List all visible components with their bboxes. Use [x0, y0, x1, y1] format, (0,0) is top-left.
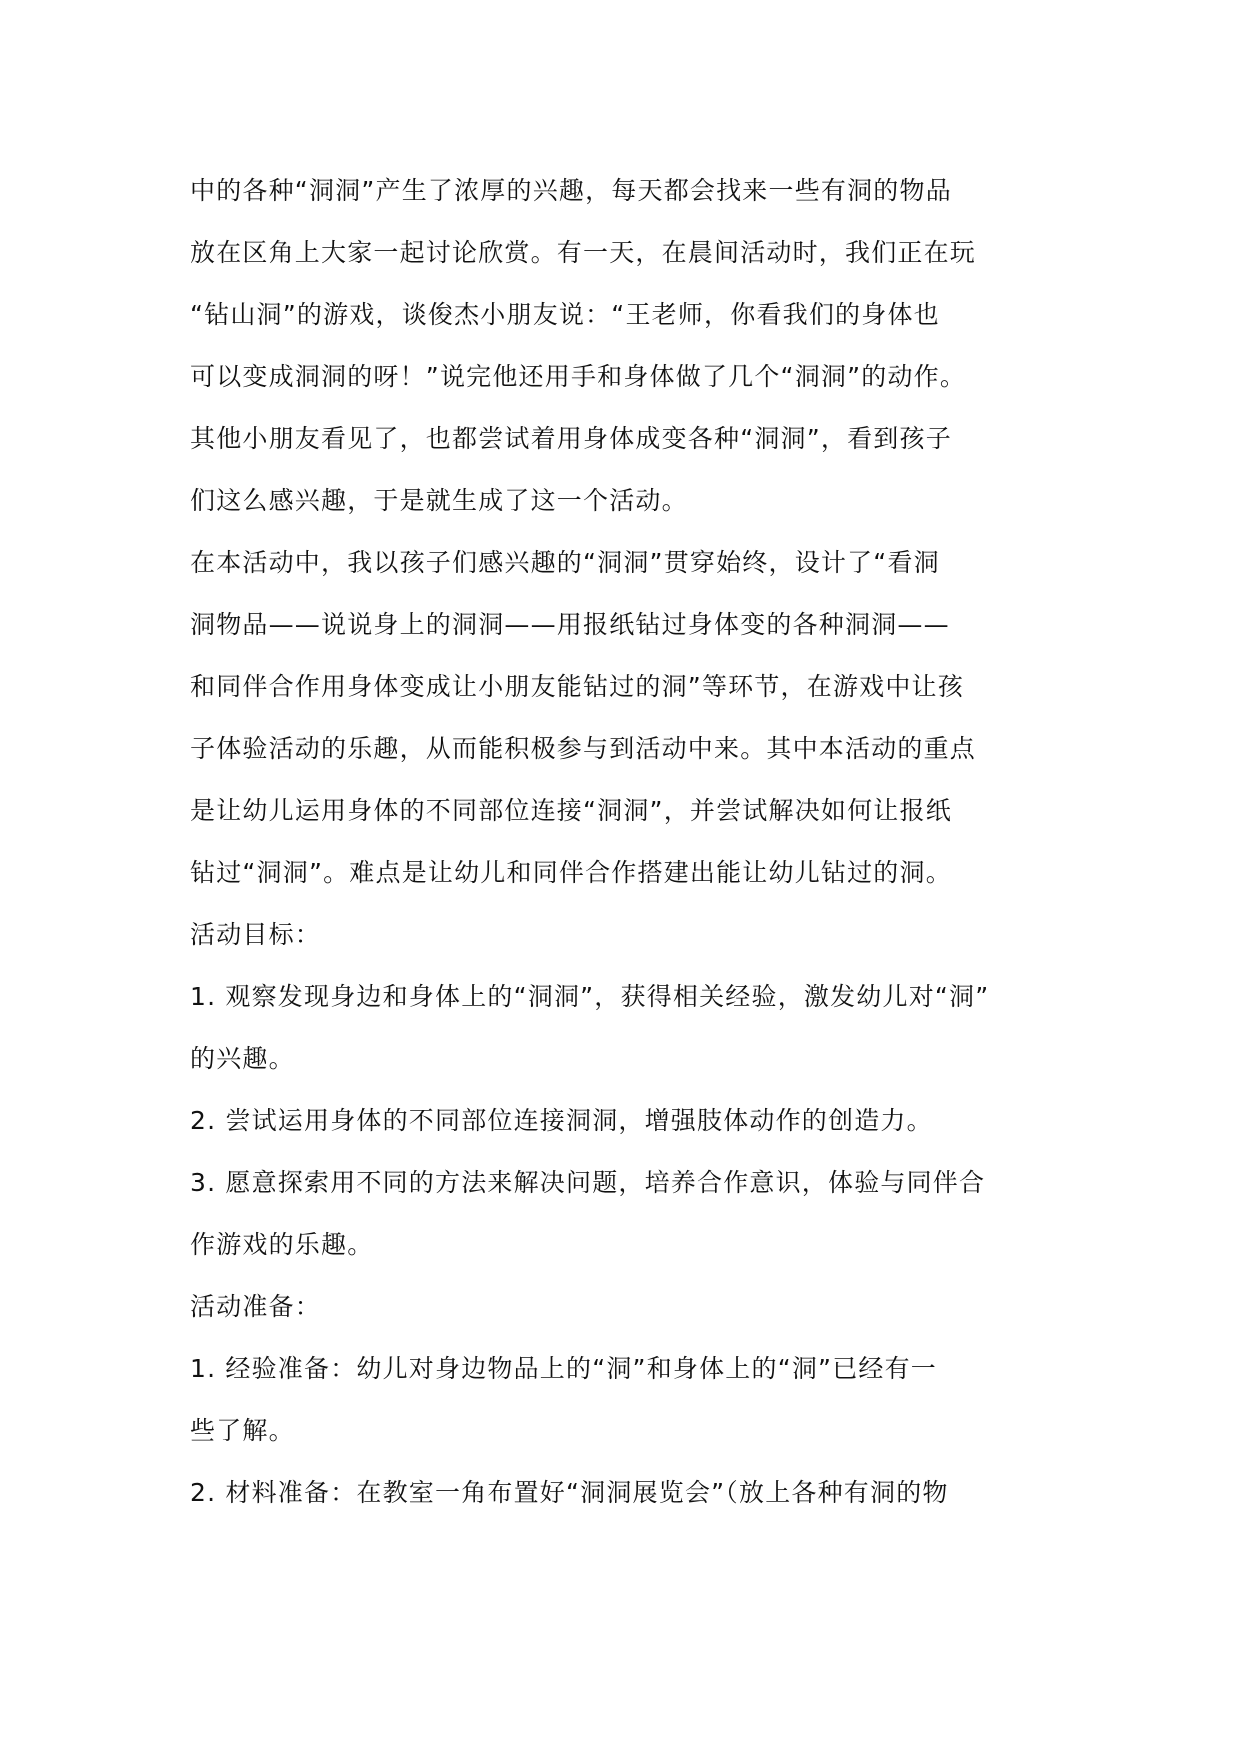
paragraph-line: 子体验活动的乐趣，从而能积极参与到活动中来。其中本活动的重点: [190, 734, 977, 763]
paragraph-line: 是让幼儿运用身体的不同部位连接“洞洞”，并尝试解决如何让报纸: [190, 796, 952, 825]
paragraph-line: 钻过“洞洞”。难点是让幼儿和同伴合作搭建出能让幼儿钻过的洞。: [190, 858, 952, 887]
section-heading-goals: 活动目标：: [190, 920, 322, 949]
paragraph-line: 放在区角上大家一起讨论欣赏。有一天，在晨间活动时，我们正在玩: [190, 238, 977, 267]
list-item: 1. 经验准备：幼儿对身边物品上的“洞”和身体上的“洞”已经有一: [190, 1354, 938, 1383]
list-item-continuation: 作游戏的乐趣。: [190, 1230, 374, 1259]
paragraph-line: 和同伴合作用身体变成让小朋友能钻过的洞”等环节，在游戏中让孩: [190, 672, 964, 701]
list-item: 1. 观察发现身边和身体上的“洞洞”，获得相关经验，激发幼儿对“洞”: [190, 982, 990, 1011]
section-heading-preparation: 活动准备：: [190, 1292, 322, 1321]
paragraph-line: 其他小朋友看见了，也都尝试着用身体成变各种“洞洞”，看到孩子: [190, 424, 952, 453]
paragraph-line: “钻山洞”的游戏，谈俊杰小朋友说：“王老师，你看我们的身体也: [190, 300, 940, 329]
list-item: 2. 材料准备：在教室一角布置好“洞洞展览会”（放上各种有洞的物: [190, 1478, 949, 1507]
paragraph-line: 在本活动中，我以孩子们感兴趣的“洞洞”贯穿始终，设计了“看洞: [190, 548, 940, 577]
body-text: [190, 160, 1090, 1524]
list-item-continuation: 的兴趣。: [190, 1044, 295, 1073]
list-item: 2. 尝试运用身体的不同部位连接洞洞，增强肢体动作的创造力。: [190, 1106, 933, 1135]
paragraph-line: 可以变成洞洞的呀！”说完他还用手和身体做了几个“洞洞”的动作。: [190, 362, 967, 391]
list-item: 3. 愿意探索用不同的方法来解决问题，培养合作意识，体验与同伴合: [190, 1168, 986, 1197]
list-item-continuation: 些了解。: [190, 1416, 295, 1445]
paragraph-line: 们这么感兴趣，于是就生成了这一个活动。: [190, 486, 688, 515]
paragraph-line: 洞物品——说说身上的洞洞——用报纸钻过身体变的各种洞洞——: [190, 610, 950, 639]
paragraph-line: 中的各种“洞洞”产生了浓厚的兴趣，每天都会找来一些有洞的物品: [190, 176, 952, 205]
